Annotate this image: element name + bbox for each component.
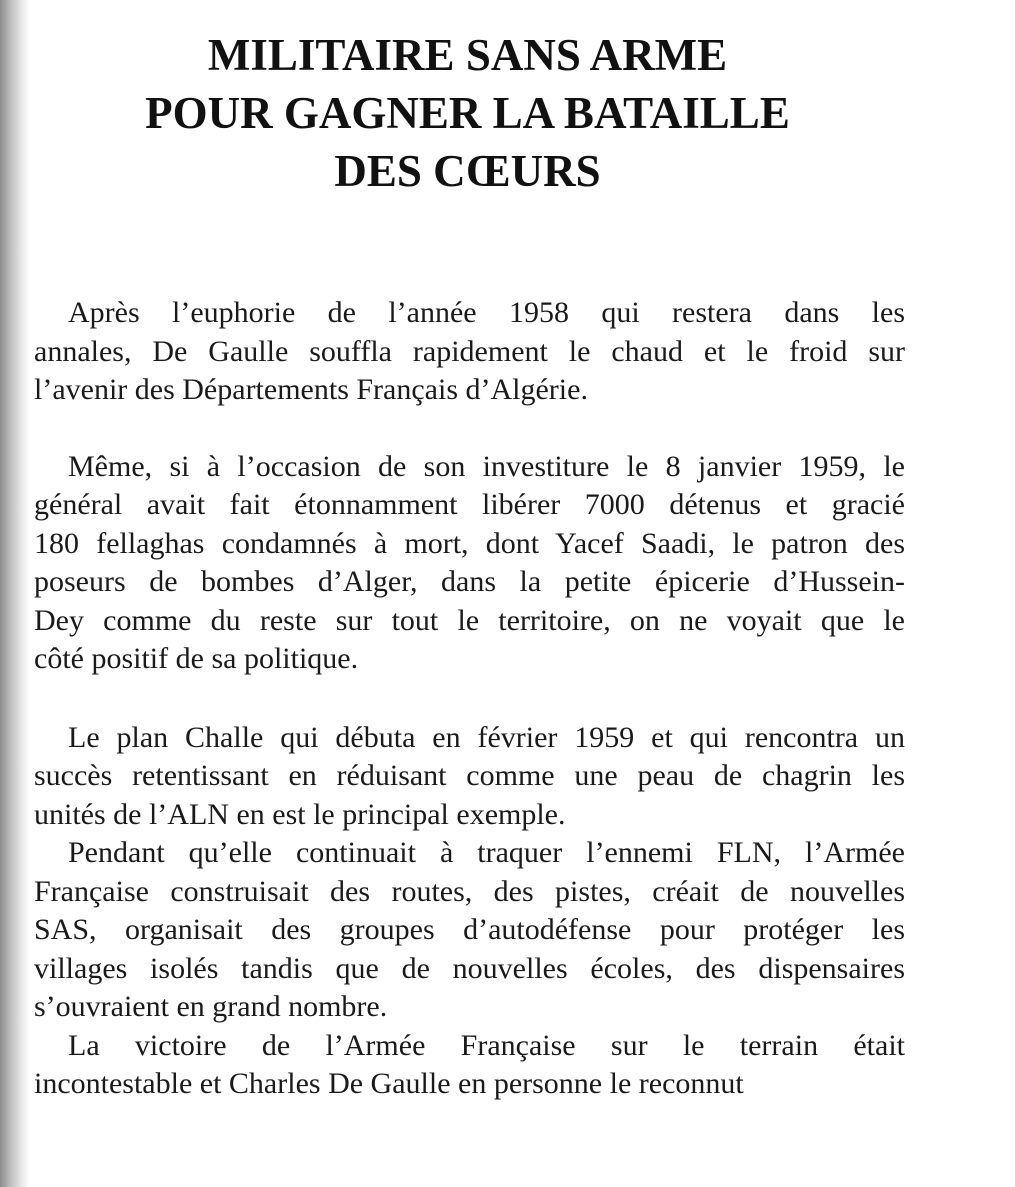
text-line: unités de l’ALN en est le principal exemple. (34, 797, 566, 831)
text-line: s’ouvraient en grand nombre. (34, 990, 388, 1023)
paragraph-gap (34, 679, 905, 719)
text-line: Française construisait des routes, des pistes, créait de nouvelles (34, 874, 905, 908)
paragraph-1 (34, 294, 905, 410)
text-line: général avait fait étonnamment libérer 7000 détenus et gracié (34, 488, 905, 521)
paragraph-gap (34, 410, 905, 448)
text-line: succès retentissant en réduisant comme une peau de chagrin les (34, 759, 905, 792)
text-line: Pendant qu’elle continuait à traquer l’ennemi FLN, l’Armée (68, 836, 905, 869)
chapter-title (0, 26, 935, 200)
text-line: annales, De Gaulle souffla rapidement le chaud et le froid sur (34, 334, 905, 368)
paragraph-5 (34, 1027, 905, 1104)
text-line: 180 fellaghas condamnés à mort, dont Yacef Saadi, le patron des (34, 526, 905, 560)
paragraph-2 (34, 448, 905, 679)
text-line: Dey comme du reste sur tout le territoire, on ne voyait que le (34, 603, 905, 637)
text-line: côté positif de sa politique. (34, 642, 359, 675)
chapter-title-line: DES CŒURS (334, 146, 601, 196)
text-line: Le plan Challe qui débuta en février 1959 et qui rencontra un (68, 720, 905, 754)
text-line: Même, si à l’occasion de son investiture le 8 janvier 1959, le (68, 449, 905, 483)
chapter-title-line: MILITAIRE SANS ARME (207, 30, 728, 80)
chapter-title-line: POUR GAGNER LA BATAILLE (145, 88, 790, 138)
text-line: incontestable et Charles De Gaulle en personne le reconnut (34, 1067, 744, 1100)
paragraph-4 (34, 834, 905, 1027)
text-line: La victoire de l’Armée Française sur le terrain était (68, 1028, 905, 1062)
text-line: l’avenir des Départements Français d’Algérie. (34, 373, 588, 406)
text-line: SAS, organisait des groupes d’autodéfense pour protéger les (34, 913, 905, 946)
text-line: poseurs de bombes d’Alger, dans la petite épicerie d’Hussein- (34, 565, 905, 598)
paragraph-3 (34, 719, 905, 835)
text-line: Après l’euphorie de l’année 1958 qui restera dans les (68, 296, 905, 329)
text-line: villages isolés tandis que de nouvelles écoles, des dispensaires (34, 951, 905, 985)
body-text (34, 294, 905, 1104)
